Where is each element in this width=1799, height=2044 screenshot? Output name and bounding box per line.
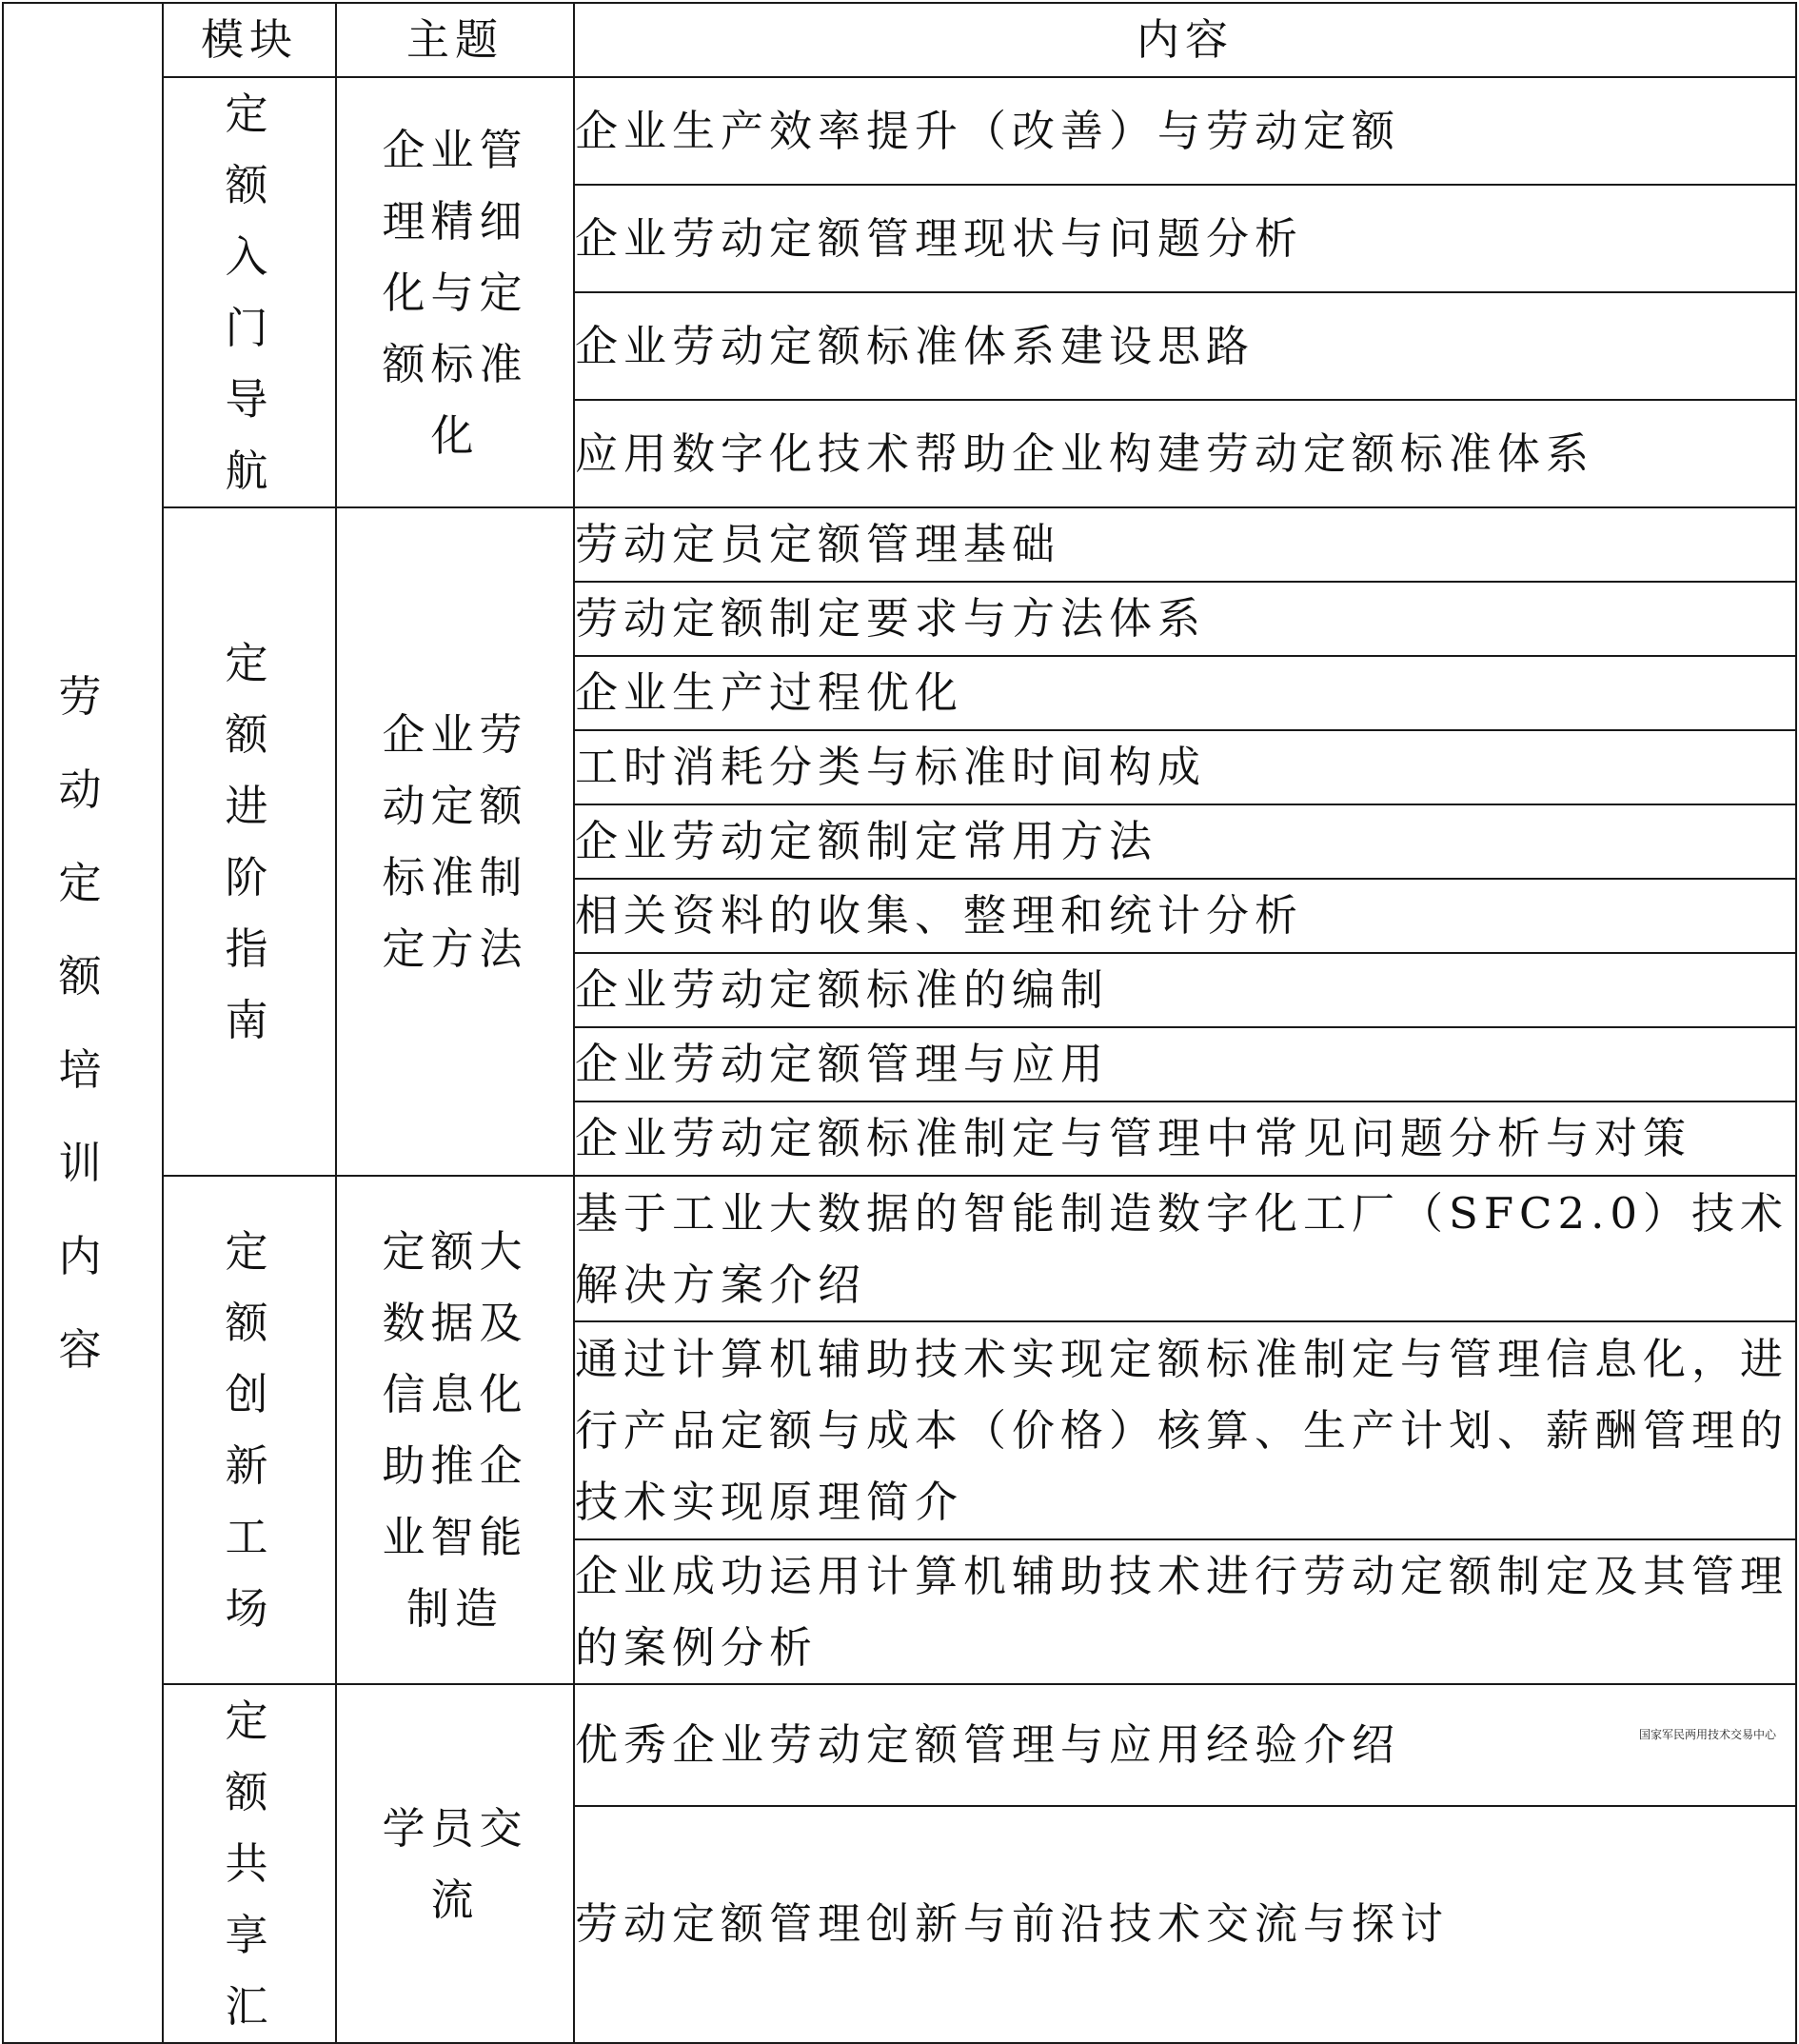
content-item: 通过计算机辅助技术实现定额标准制定与管理信息化，进行产品定额与成本（价格）核算、生产计划、薪酬管理的技术实现原理简介 — [574, 1321, 1796, 1539]
content-item: 优秀企业劳动定额管理与应用经验介绍 — [574, 1684, 1796, 1806]
content-item: 企业劳动定额标准体系建设思路 — [574, 292, 1796, 400]
module-cell-1: 定额入门导航 — [163, 77, 336, 507]
table-row — [3, 1176, 1796, 1321]
content-item: 工时消耗分类与标准时间构成 — [574, 730, 1796, 804]
header-topic: 主题 — [336, 3, 574, 77]
category-label: 劳动定额培训内容 — [58, 670, 108, 1375]
content-item: 企业生产过程优化 — [574, 656, 1796, 730]
content-item: 基于工业大数据的智能制造数字化工厂（SFC2.0）技术解决方案介绍 — [574, 1176, 1796, 1321]
topic-cell-2: 企业劳动定额标准制定方法 — [336, 507, 574, 1176]
content-item: 企业劳动定额制定常用方法 — [574, 804, 1796, 879]
content-item: 企业成功运用计算机辅助技术进行劳动定额制定及其管理的案例分析 — [574, 1539, 1796, 1684]
header-content: 内容 — [574, 3, 1796, 77]
category-cell — [3, 3, 163, 2043]
table-row — [3, 1684, 1796, 1806]
content-item: 应用数字化技术帮助企业构建劳动定额标准体系 — [574, 400, 1796, 507]
content-item: 企业生产效率提升（改善）与劳动定额 — [574, 77, 1796, 185]
topic-cell-1: 企业管理精细化与定额标准化 — [336, 77, 574, 507]
content-item: 企业劳动定额管理与应用 — [574, 1027, 1796, 1101]
content-item: 劳动定额管理创新与前沿技术交流与探讨 — [574, 1806, 1796, 2043]
content-item: 劳动定额制定要求与方法体系 — [574, 582, 1796, 656]
module-cell-2: 定额进阶指南 — [163, 507, 336, 1176]
content-item: 企业劳动定额标准制定与管理中常见问题分析与对策 — [574, 1101, 1796, 1176]
content-item: 企业劳动定额管理现状与问题分析 — [574, 185, 1796, 292]
header-row — [3, 3, 1796, 77]
curriculum-table — [2, 2, 1797, 2044]
topic-cell-3: 定额大数据及信息化助推企业智能制造 — [336, 1176, 574, 1684]
content-item: 企业劳动定额标准的编制 — [574, 953, 1796, 1027]
content-item: 相关资料的收集、整理和统计分析 — [574, 879, 1796, 953]
module-cell-4: 定额共享汇 — [163, 1684, 336, 2043]
header-module: 模块 — [163, 3, 336, 77]
table-row — [3, 77, 1796, 185]
module-cell-3: 定额创新工场 — [163, 1176, 336, 1684]
topic-cell-4: 学员交流 — [336, 1684, 574, 2043]
table-row — [3, 507, 1796, 582]
content-item: 劳动定员定额管理基础 — [574, 507, 1796, 582]
watermark: 国家军民两用技术交易中心 — [1638, 1728, 1776, 1741]
